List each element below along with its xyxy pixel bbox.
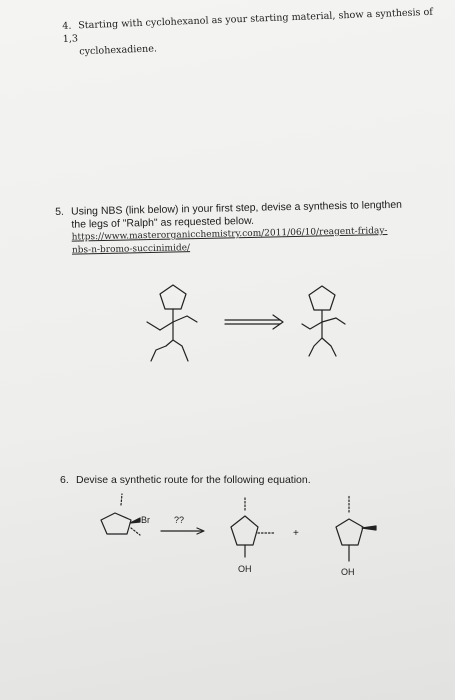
question-number: 6. bbox=[60, 474, 69, 486]
cyclopentane-ring bbox=[231, 516, 258, 545]
starting-material-6 bbox=[101, 494, 140, 535]
wedge-bond bbox=[130, 518, 140, 523]
product-1-hydroxyl-label: OH bbox=[238, 564, 252, 574]
reagent-label: ?? bbox=[174, 515, 185, 525]
reaction-arrow-6 bbox=[161, 528, 204, 534]
question-6-text: Devise a synthetic route for the following equation. bbox=[76, 474, 311, 486]
cyclopentane-ring bbox=[336, 519, 363, 545]
question-number: 5. bbox=[55, 205, 65, 218]
product-2 bbox=[336, 496, 376, 561]
cyclopentane-ring bbox=[101, 513, 131, 534]
plus-sign: + bbox=[293, 528, 299, 539]
nbs-reference-link-line2[interactable]: nbs-n-bromo-succinimide/ bbox=[71, 243, 191, 256]
product-2-hydroxyl-label: OH bbox=[341, 567, 355, 577]
product-1 bbox=[231, 496, 275, 557]
nbs-reference-link-line1[interactable]: https://www.masterorganicchemistry.com/2011/06/10/reagent-friday- bbox=[71, 226, 388, 243]
question-4-text-line1: Starting with cyclohexanol as your starting material, show a synthesis of 1,3 bbox=[62, 6, 434, 45]
question-5-text-line2: the legs of "Ralph" as requested below. bbox=[71, 214, 255, 231]
wedge-bond bbox=[362, 526, 376, 530]
question-number: 4. bbox=[62, 20, 72, 32]
question-5-text-line1: Using NBS (link below) in your first step, devise a synthesis to lengthen bbox=[70, 198, 403, 218]
bromine-label: Br bbox=[141, 515, 150, 525]
question-4-text-line2: cyclohexadiene. bbox=[79, 43, 158, 58]
